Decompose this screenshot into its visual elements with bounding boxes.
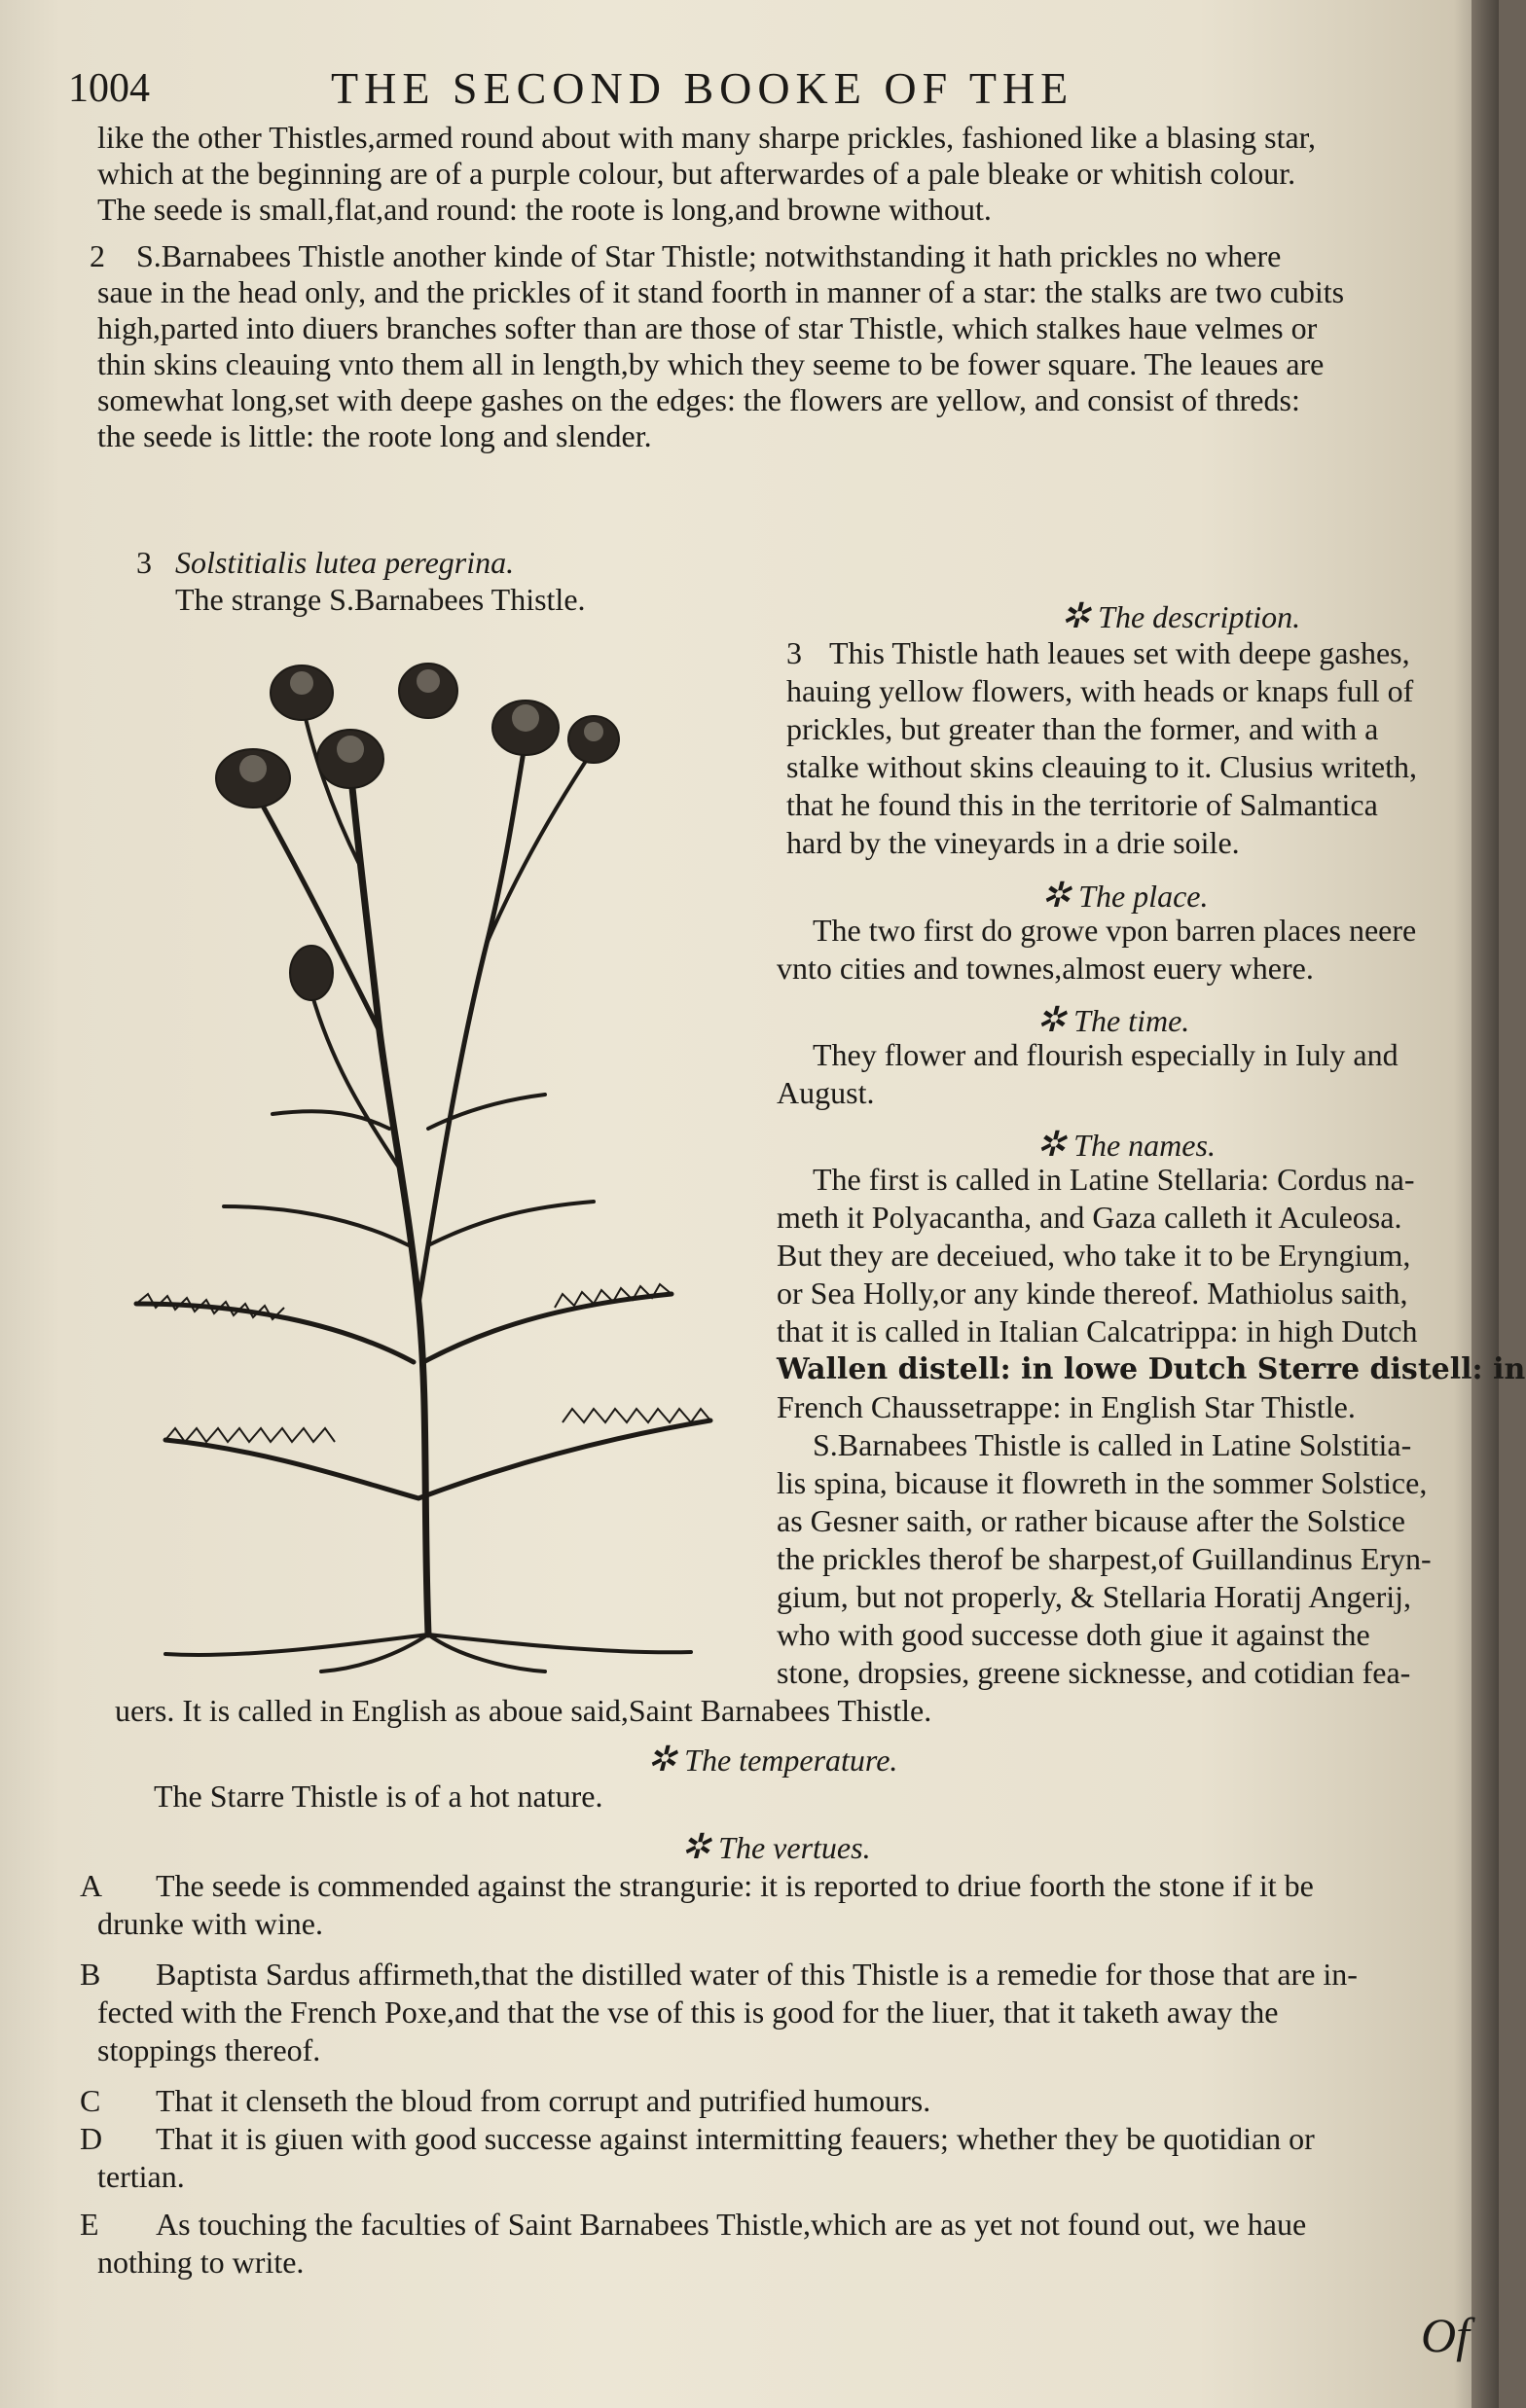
margin-letter: B xyxy=(80,1957,101,1992)
text-line: The two first do growe vpon barren places neere xyxy=(813,913,1417,948)
paragraph-number: 3 xyxy=(786,635,802,670)
ornament: ✲ xyxy=(1036,1125,1067,1164)
running-title: THE SECOND BOOKE OF THE xyxy=(331,63,1074,113)
text-line: the prickles therof be sharpest,of Guillandinus Eryn- xyxy=(777,1541,1432,1576)
margin-letter: E xyxy=(80,2207,99,2242)
text-line: The Starre Thistle is of a hot nature. xyxy=(154,1779,603,1814)
section-heading xyxy=(1036,1127,1216,1162)
text-line: This Thistle hath leaues set with deepe gashes, xyxy=(829,635,1410,670)
text-line: The first is called in Latine Stellaria: Cordus na- xyxy=(813,1162,1415,1197)
text-line: lis spina, bicause it flowreth in the sommer Solstice, xyxy=(777,1465,1428,1500)
figure-english-caption: The strange S.Barnabees Thistle. xyxy=(175,582,586,617)
text-line: that he found this in the territorie of Salmantica xyxy=(786,787,1378,822)
text-line: tertian. xyxy=(97,2159,185,2194)
text-line: drunke with wine. xyxy=(97,1906,323,1941)
text-line: vnto cities and townes,almost euery where. xyxy=(777,951,1314,986)
thistle-woodcut-illustration xyxy=(107,623,730,1673)
text-line: high,parted into diuers branches softer than are those of star Thistle, which stalkes haue velmes or xyxy=(97,310,1318,345)
catchword: Of xyxy=(1421,2308,1470,2362)
section-heading xyxy=(1041,878,1208,913)
figure-number: 3 xyxy=(136,545,152,580)
margin-letter: D xyxy=(80,2121,103,2156)
ornament: ✲ xyxy=(647,1740,677,1779)
text-line: Wallen distell: in lowe Dutch Sterre distell: in xyxy=(777,1352,1526,1386)
text-line: uers. It is called in English as aboue said,Saint Barnabees Thistle. xyxy=(115,1693,932,1728)
text-line: That it clenseth the bloud from corrupt and putrified humours. xyxy=(156,2083,931,2118)
section-heading xyxy=(681,1829,871,1864)
names-heading: The names. xyxy=(1073,1128,1216,1163)
text-line: which at the beginning are of a purple colour, but afterwardes of a pale bleake or whitish colour. xyxy=(97,156,1296,191)
text-line: saue in the head only, and the prickles of it stand foorth in manner of a star: the stalks are two cubits xyxy=(97,274,1345,309)
text-line: the seede is little: the roote long and slender. xyxy=(97,418,652,453)
margin-letter: A xyxy=(80,1868,103,1903)
text-line: stalke without skins cleauing to it. Clusius writeth, xyxy=(786,749,1417,784)
text-line: hard by the vineyards in a drie soile. xyxy=(786,825,1240,860)
ornament: ✲ xyxy=(1061,596,1091,635)
text-line: They flower and flourish especially in Iuly and xyxy=(813,1037,1399,1072)
text-line: who with good successe doth giue it against the xyxy=(777,1617,1370,1652)
vertues-heading: The vertues. xyxy=(718,1830,871,1865)
text-line: French Chaussetrappe: in English Star Thistle. xyxy=(777,1389,1356,1424)
text-line: hauing yellow flowers, with heads or knaps full of xyxy=(786,673,1414,708)
paragraph-number: 2 xyxy=(90,238,105,273)
ornament: ✲ xyxy=(1036,1000,1067,1039)
text-line: gium, but not properly, & Stellaria Horatij Angerij, xyxy=(777,1579,1412,1614)
ornament: ✲ xyxy=(681,1827,711,1866)
text-line: S.Barnabees Thistle another kinde of Star Thistle; notwithstanding it hath prickles no where xyxy=(136,238,1282,273)
text-line: meth it Polyacantha, and Gaza calleth it Aculeosa. xyxy=(777,1200,1402,1235)
text-line: as Gesner saith, or rather bicause after the Solstice xyxy=(777,1503,1405,1538)
text-line: August. xyxy=(777,1075,875,1110)
temperature-heading: The temperature. xyxy=(684,1743,898,1778)
text-line: like the other Thistles,armed round about with many sharpe prickles, fashioned like a blasing star, xyxy=(97,120,1317,155)
section-heading xyxy=(1036,1002,1189,1037)
text-line: that it is called in Italian Calcatrippa: in high Dutch xyxy=(777,1313,1418,1348)
page-edge xyxy=(1472,0,1499,2408)
text-line: As touching the faculties of Saint Barnabees Thistle,which are as yet not found out, we haue xyxy=(156,2207,1307,2242)
text-line: But they are deceiued, who take it to be Eryngium, xyxy=(777,1238,1411,1273)
text-line: That it is giuen with good successe against intermitting feauers; whether they be quotidian or xyxy=(156,2121,1315,2156)
description-heading: The description. xyxy=(1098,599,1301,634)
figure-latin-caption: Solstitialis lutea peregrina. xyxy=(175,545,515,580)
page-number: 1004 xyxy=(68,66,150,111)
text-line: The seede is commended against the strangurie: it is reported to driue foorth the stone if it be xyxy=(156,1868,1314,1903)
text-line: fected with the French Poxe,and that the vse of this is good for the liuer, that it taketh away the xyxy=(97,1995,1279,2030)
text-line: somewhat long,set with deepe gashes on the edges: the flowers are yellow, and consist of threds: xyxy=(97,382,1300,417)
text-line: thin skins cleauing vnto them all in length,by which they seeme to be fower square. The leaues are xyxy=(97,346,1325,381)
text-line: The seede is small,flat,and round: the roote is long,and browne without. xyxy=(97,192,992,227)
margin-letter: C xyxy=(80,2083,101,2118)
text-line: nothing to write. xyxy=(97,2245,305,2280)
text-line: or Sea Holly,or any kinde thereof. Mathiolus saith, xyxy=(777,1276,1408,1311)
time-heading: The time. xyxy=(1073,1003,1190,1038)
section-heading xyxy=(1061,598,1300,633)
text-line: prickles, but greater than the former, and with a xyxy=(786,711,1379,746)
text-line: Baptista Sardus affirmeth,that the distilled water of this Thistle is a remedie for those that are in- xyxy=(156,1957,1358,1992)
section-heading xyxy=(647,1742,897,1777)
text-line: stone, dropsies, greene sicknesse, and cotidian fea- xyxy=(777,1655,1411,1690)
text-line: S.Barnabees Thistle is called in Latine Solstitia- xyxy=(813,1427,1412,1462)
text-line: stoppings thereof. xyxy=(97,2032,321,2067)
place-heading: The place. xyxy=(1078,879,1209,914)
ornament: ✲ xyxy=(1041,876,1072,915)
